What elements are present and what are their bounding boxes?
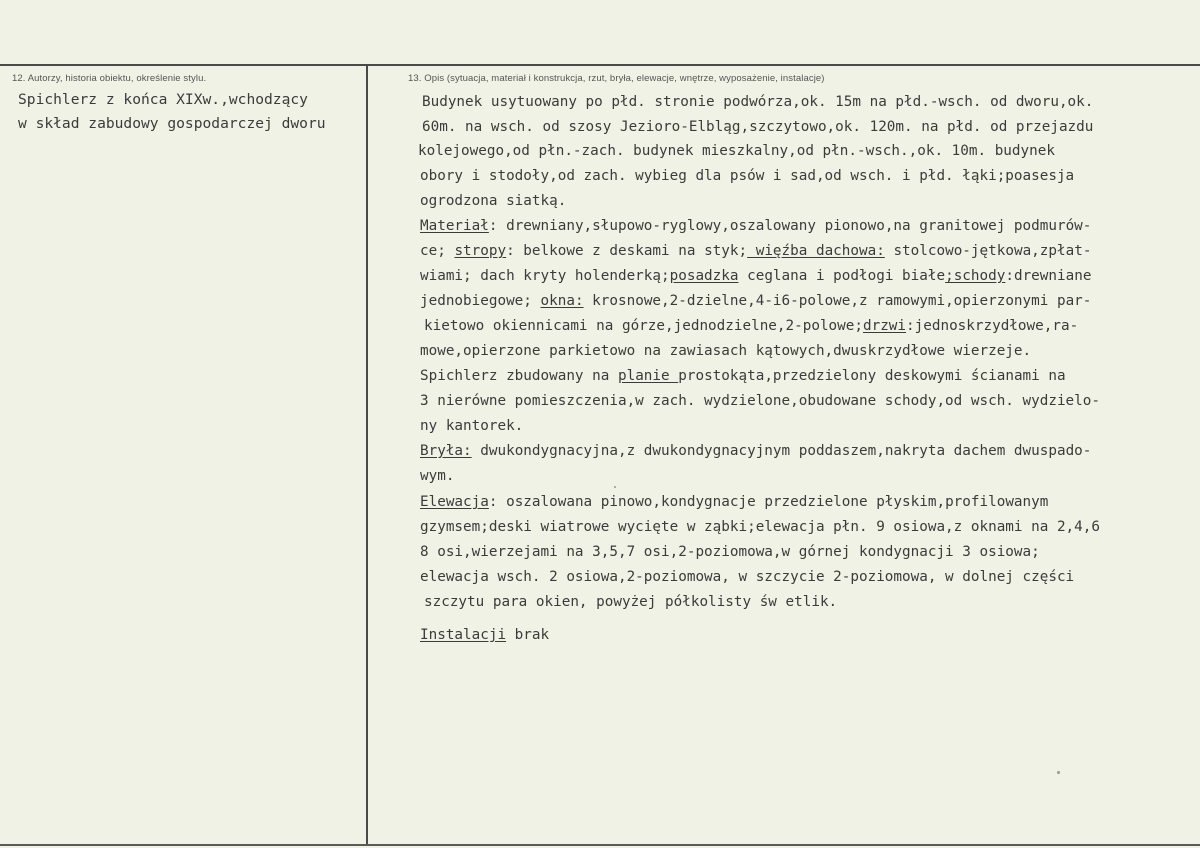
bottom-rule — [0, 844, 1200, 846]
history-line: w skład zabudowy gospodarczej dworu — [18, 115, 326, 132]
description-line: Bryła: dwukondygnacyjna,z dwukondygnacyjnym poddaszem,nakryta dachem dwuspado- — [420, 443, 1092, 459]
description-line: 60m. na wsch. od szosy Jezioro-Elbląg,szczytowo,ok. 120m. na płd. od przejazdu — [422, 119, 1094, 135]
top-rule — [0, 64, 1200, 66]
description-line: wym. — [420, 468, 455, 484]
description-line: obory i stodoły,od zach. wybieg dla psów i sad,od wsch. i płd. łąki;poasesja — [420, 168, 1075, 184]
heading-instalacji: Instalacji — [420, 627, 507, 643]
paper-speck — [1057, 771, 1060, 774]
history-line: Spichlerz z końca XIXw.,wchodzący — [18, 91, 308, 108]
description-line: ny kantorek. — [420, 418, 524, 434]
description-line: ce; stropy: belkowe z deskami na styk; więźba dachowa: stolcowo-jętkowa,zpłat- — [420, 243, 1092, 259]
description-line: wiami; dach kryty holenderką;posadzka ceglana i podłogi białe;schody:drewniane — [420, 268, 1092, 284]
description-line: ogrodzona siatką. — [420, 193, 567, 209]
description-line: Instalacji brak — [420, 627, 550, 643]
description-line: 8 osi,wierzejami na 3,5,7 osi,2-poziomowa,w górnej kondygnacji 3 osiowa; — [420, 544, 1040, 560]
description-line: jednobiegowe; okna: krosnowe,2-dzielne,4-i6-polowe,z ramowymi,opierzonymi par- — [420, 293, 1092, 309]
heading-bryla: Bryła: — [420, 443, 472, 459]
description-line: Materiał: drewniany,słupowo-ryglowy,oszalowany pionowo,na granitowej podmurów- — [420, 218, 1092, 234]
heading-posadzka: posadzka — [669, 268, 739, 284]
description-line: elewacja wsch. 2 osiowa,2-poziomowa, w szczycie 2-poziomowa, w dolnej części — [420, 569, 1075, 585]
description-line: kietowo okiennicami na górze,jednodzielne,2-polowe;drzwi:jednoskrzydłowe,ra- — [424, 318, 1079, 334]
column-divider — [366, 64, 368, 846]
description-line: szczytu para okien, powyżej półkolisty św etlik. — [424, 594, 838, 610]
description-line: 3 nierówne pomieszczenia,w zach. wydzielone,obudowane schody,od wsch. wydzielo- — [420, 393, 1100, 409]
heading-schody: ;schody — [945, 268, 1006, 284]
heading-okna: okna: — [540, 293, 584, 309]
heading-planie: planie — [617, 368, 679, 384]
description-line: kolejowego,od płn.-zach. budynek mieszkalny,od płn.-wsch.,ok. 10m. budynek — [418, 143, 1055, 159]
heading-elewacja: Elewacja — [420, 494, 489, 510]
heading-drzwi: drzwi — [862, 318, 907, 334]
description-line: gzymsem;deski wiatrowe wycięte w ząbki;elewacja płn. 9 osiowa,z oknami na 2,4,6 — [420, 519, 1100, 535]
description-line: mowe,opierzone parkietowo na zawiasach kątowych,dwuskrzydłowe wierzeje. — [420, 343, 1032, 359]
heading-stropy: stropy — [454, 243, 507, 259]
description-line: Budynek usytuowany po płd. stronie podwórza,ok. 15m na płd.-wsch. od dworu,ok. — [422, 94, 1094, 110]
heading-wiezba: więźba dachowa: — [747, 243, 885, 259]
description-line: Elewacja: oszalowana pinowo,kondygnacje przedzielone płyskim,profilowanym — [420, 494, 1049, 510]
heading-material: Materiał — [420, 218, 489, 234]
field-13-label: 13. Opis (sytuacja, materiał i konstrukcja, rzut, bryła, elewacje, wnętrze, wyposażenie, instalacje) — [408, 73, 825, 84]
description-line: Spichlerz zbudowany na planie prostokąta,przedzielony deskowymi ścianami na — [420, 368, 1066, 384]
field-12-label: 12. Autorzy, historia obiektu, określenie stylu. — [12, 73, 207, 84]
paper-speck — [614, 486, 616, 488]
